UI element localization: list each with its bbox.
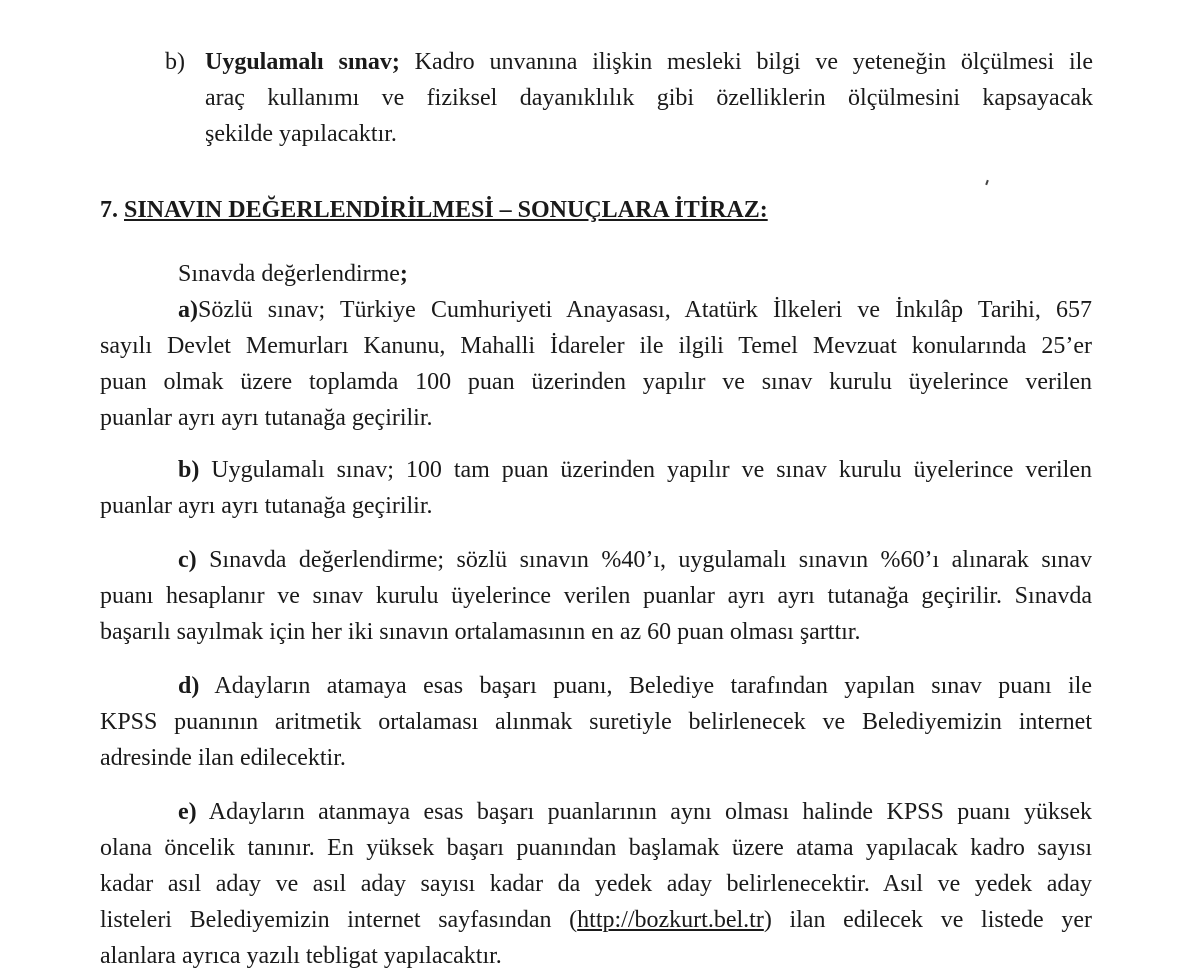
item-b-line-1: Uygulamalı sınav; Kadro unvanına ilişkin mesleki bilgi ve yeteneğin ölçülmesi ile (205, 49, 1093, 75)
paragraph-c-line-2: puanı hesaplanır ve sınav kurulu üyelerince verilen puanlar ayrı ayrı tutanağa geçirilir. Sınavda (100, 583, 1092, 609)
municipality-website-link[interactable]: http://bozkurt.bel.tr (577, 907, 764, 933)
item-b-marker: b) (165, 49, 185, 75)
scan-speck (985, 180, 989, 185)
paragraph-a-line-2: sayılı Devlet Memurları Kanunu, Mahalli İdareler ile ilgili Temel Mevzuat konularında 25’er (100, 333, 1092, 359)
paragraph-c-line-3: başarılı sayılmak için her iki sınavın ortalamasının en az 60 puan olması şarttır. (100, 619, 861, 645)
evaluation-intro-text: Sınavda değerlendirme (178, 261, 400, 287)
paragraph-d-success-score (100, 668, 1092, 776)
item-b-line-2: araç kullanımı ve fiziksel dayanıklılık gibi özelliklerin ölçülmesini kapsayacak (205, 85, 1093, 111)
paragraph-a-label: a) (178, 297, 198, 323)
paragraph-d-line-1: d) Adayların atamaya esas başarı puanı, Belediye tarafından yapılan sınav puanı ile (178, 673, 1092, 699)
section-number: 7. (100, 197, 118, 223)
evaluation-intro-punct: ; (399, 261, 408, 287)
paragraph-c-label: c) (178, 547, 197, 573)
paragraph-e-label: e) (178, 799, 197, 825)
paragraph-b-applied-exam (100, 452, 1092, 524)
paragraph-d-line-2: KPSS puanının aritmetik ortalaması alınmak suretiyle belirlenecek ve Belediyemizin internet (100, 709, 1092, 735)
section-title: SINAVIN DEĞERLENDİRİLMESİ – SONUÇLARA İTİRAZ: (124, 197, 768, 223)
item-b-line-3: şekilde yapılacaktır. (205, 121, 397, 147)
paragraph-b-line-2: puanlar ayrı ayrı tutanağa geçirilir. (100, 493, 433, 519)
paragraph-a-line-1: a)Sözlü sınav; Türkiye Cumhuriyeti Anayasası, Atatürk İlkeleri ve İnkılâp Tarihi, 657 (178, 297, 1092, 323)
paragraph-a-line-4: puanlar ayrı ayrı tutanağa geçirilir. (100, 405, 433, 431)
paragraph-d-line-3: adresinde ilan edilecektir. (100, 745, 346, 771)
paragraph-d-label: d) (178, 673, 200, 699)
paragraph-e-tie-break (100, 794, 1092, 974)
paragraph-c-score-calculation (100, 542, 1092, 650)
item-b-body (205, 44, 1093, 152)
paragraph-e-line-1: e) Adayların atanmaya esas başarı puanlarının aynı olması halinde KPSS puanı yüksek (178, 799, 1092, 825)
paragraph-c-line-1: c) Sınavda değerlendirme; sözlü sınavın %40’ı, uygulamalı sınavın %60’ı alınarak sınav (178, 547, 1092, 573)
item-b-title: Uygulamalı sınav; (205, 49, 400, 75)
paragraph-e-line-3: kadar asıl aday ve asıl aday sayısı kadar da yedek aday belirlenecektir. Asıl ve yedek aday (100, 871, 1092, 897)
paragraph-b-label: b) (178, 457, 200, 483)
section-heading (100, 192, 768, 228)
paragraph-a-line-3: puan olmak üzere toplamda 100 puan üzerinden yapılır ve sınav kurulu üyelerince verilen (100, 369, 1092, 395)
paragraph-e-line-5: alanlara ayrıca yazılı tebligat yapılacaktır. (100, 943, 502, 969)
paragraph-a-oral-exam (100, 292, 1092, 436)
paragraph-e-line-2: olana öncelik tanınır. En yüksek başarı puanından başlamak üzere atama yapılacak kadro sayısı (100, 835, 1092, 861)
evaluation-intro (100, 256, 1170, 292)
paragraph-e-line-4: listeleri Belediyemizin internet sayfasından (http://bozkurt.bel.tr) ilan edilecek ve listede yer (100, 907, 1092, 933)
paragraph-b-line-1: b) Uygulamalı sınav; 100 tam puan üzerinden yapılır ve sınav kurulu üyelerince verilen (178, 457, 1092, 483)
